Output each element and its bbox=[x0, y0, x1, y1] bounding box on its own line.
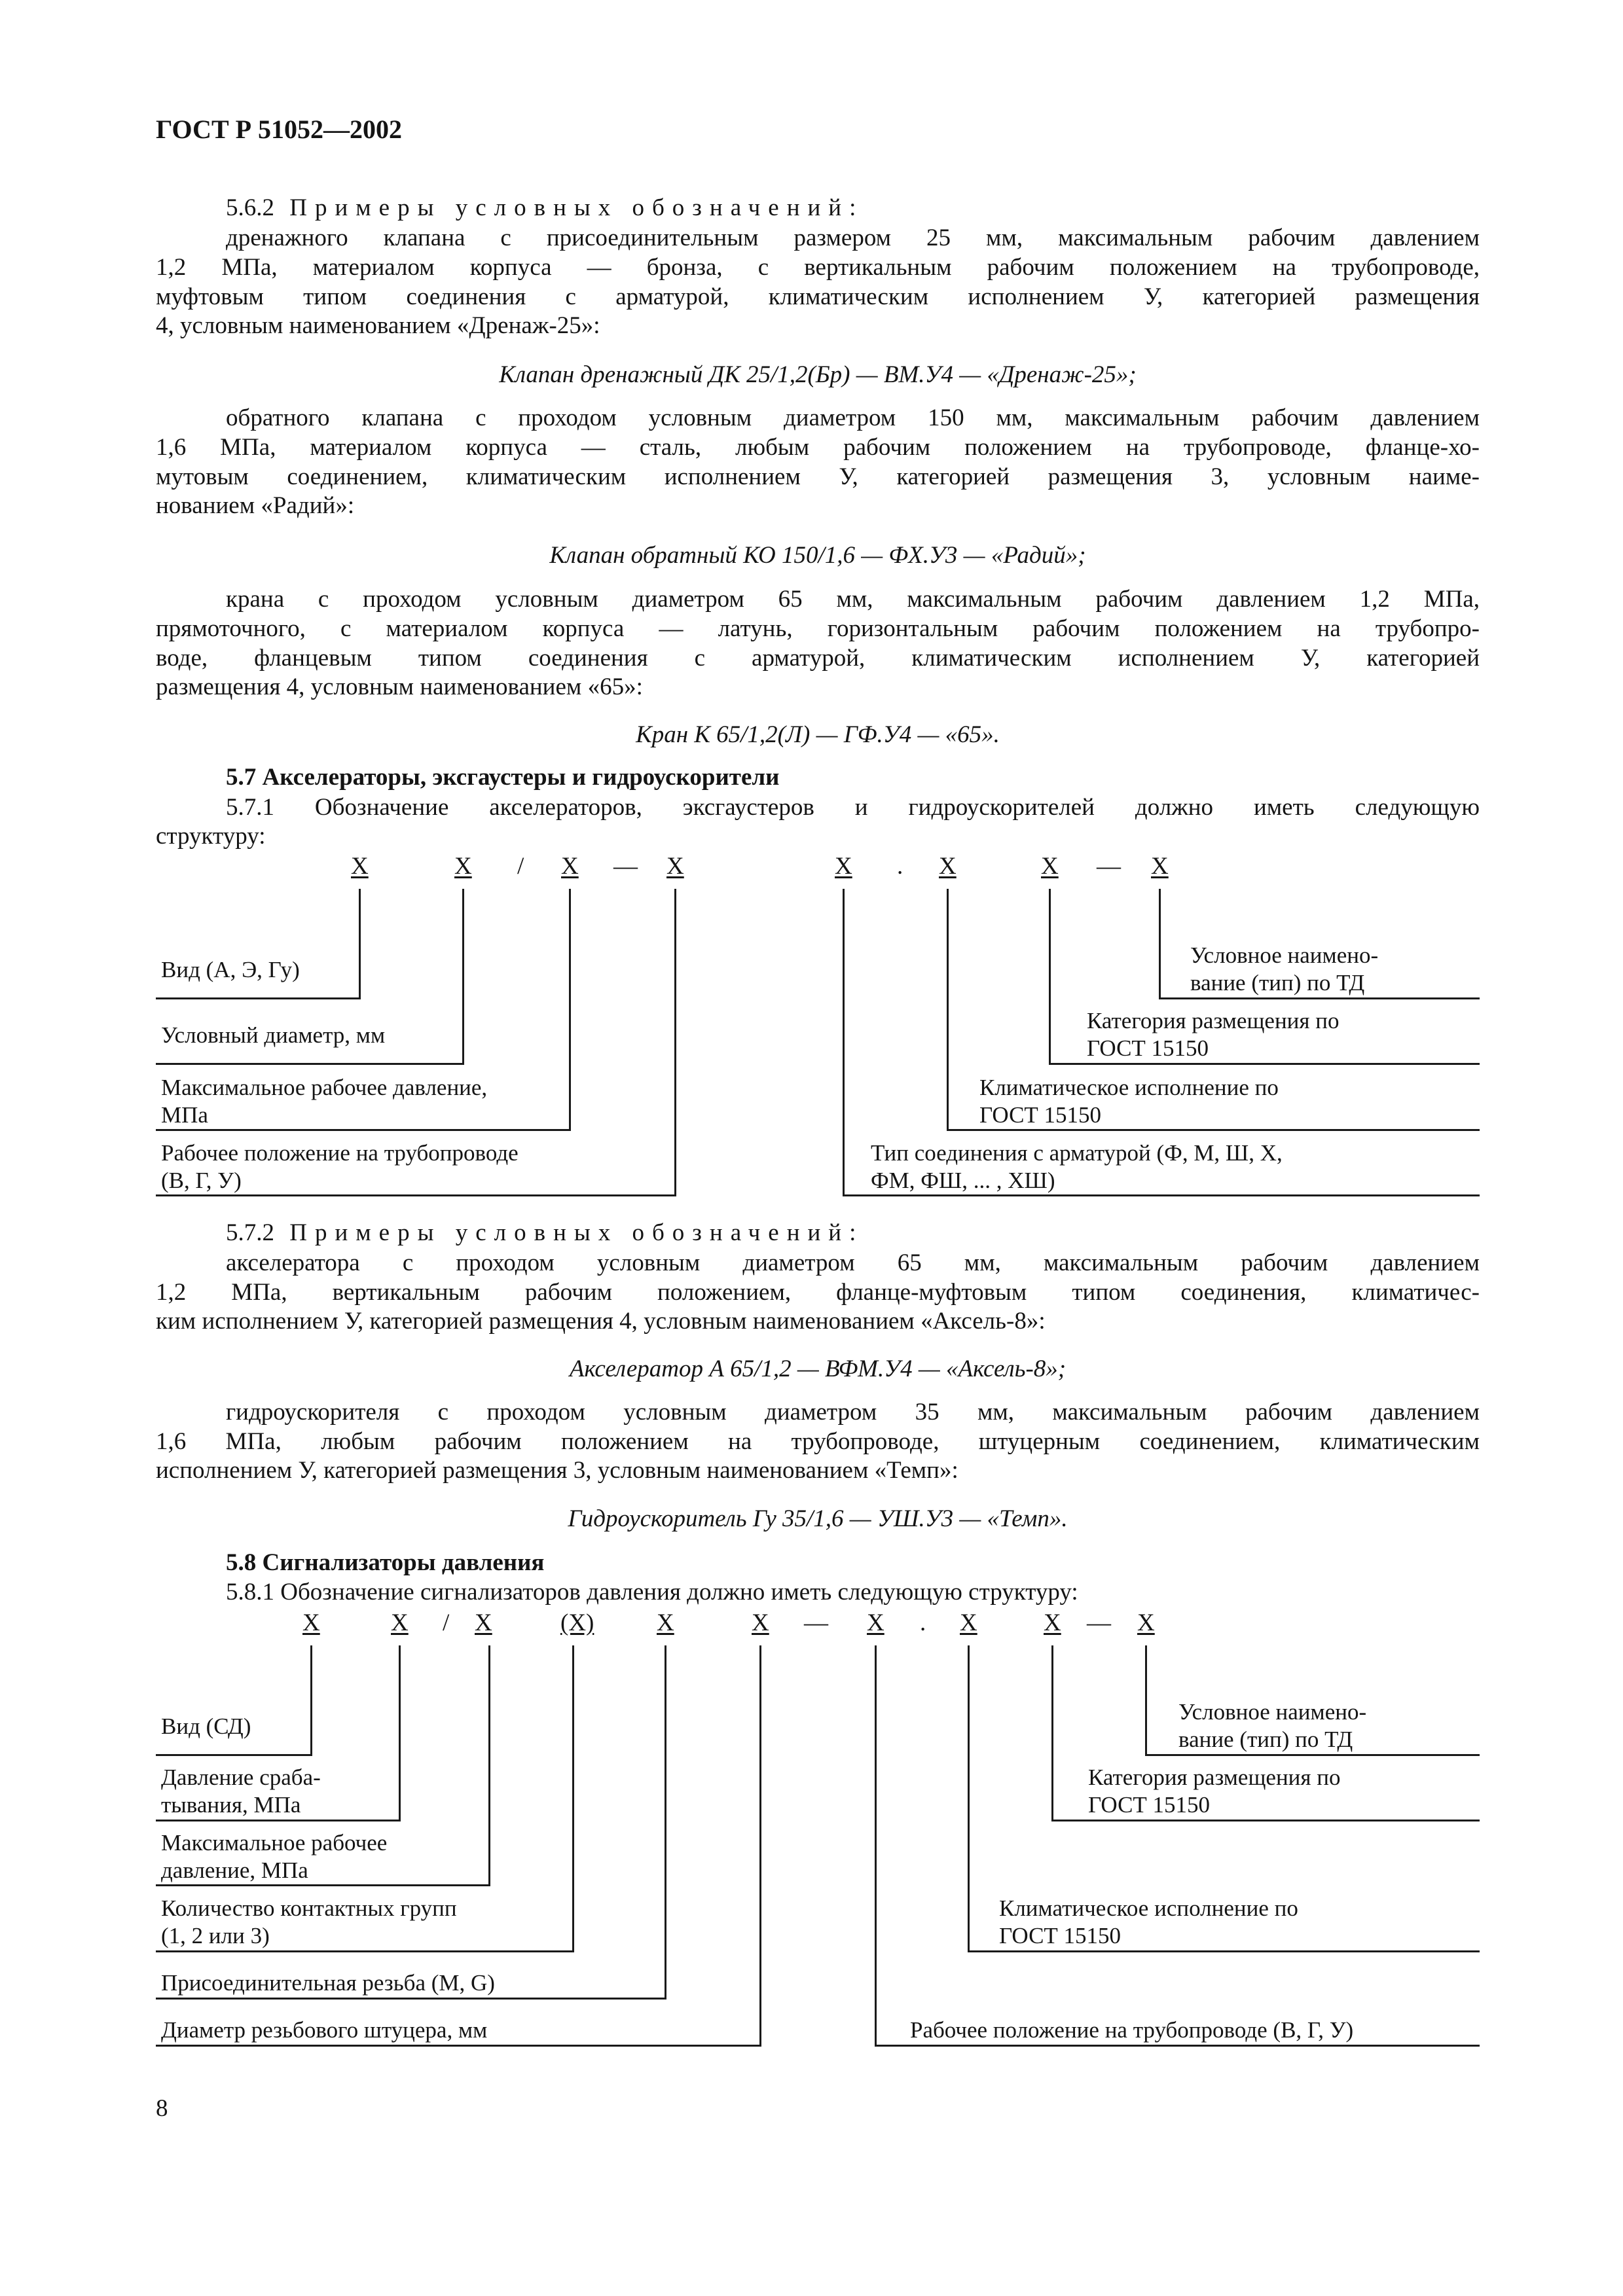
section-5-8-heading: 5.8 Сигнализаторы давления bbox=[226, 1549, 545, 1576]
paragraph-line: 1,2 МПа, вертикальным рабочим положением, фланце-муфтовым типом соединения, климатичес- bbox=[156, 1279, 1480, 1306]
paragraph-line: крана с проходом условным диаметром 65 мм, максимальным рабочим давлением 1,2 МПа, bbox=[226, 586, 1480, 613]
leader-line bbox=[968, 1950, 1480, 1952]
leader-line bbox=[1159, 997, 1480, 999]
diagram-symbol: (X) bbox=[560, 1609, 594, 1636]
diagram-label: Климатическое исполнение по bbox=[979, 1075, 1279, 1100]
paragraph-line: 4, условным наименованием «Дренаж-25»: bbox=[156, 312, 600, 339]
leader-line bbox=[156, 1129, 571, 1131]
section-title-spaced: Примеры условных обозначений: bbox=[289, 1219, 864, 1246]
leader-line bbox=[968, 1645, 970, 1951]
diagram-symbol: X bbox=[1151, 853, 1169, 880]
diagram-symbol: . bbox=[920, 1609, 926, 1636]
leader-line bbox=[156, 997, 361, 999]
page-number: 8 bbox=[156, 2095, 168, 2122]
diagram-label: Категория размещения по bbox=[1087, 1008, 1340, 1033]
diagram-label: вание (тип) по ТД bbox=[1178, 1727, 1353, 1752]
paragraph-line: мутовым соединением, климатическим исполнением У, категорией размещения 3, условным наиме- bbox=[156, 463, 1480, 490]
diagram-label: ГОСТ 15150 bbox=[979, 1102, 1102, 1128]
paragraph-line: гидроускорителя с проходом условным диаметром 35 мм, максимальным рабочим давлением bbox=[226, 1399, 1480, 1426]
leader-line bbox=[156, 1998, 666, 2000]
paragraph-line: обратного клапана с проходом условным диаметром 150 мм, максимальным рабочим давлением bbox=[226, 404, 1480, 431]
diagram-label: ГОСТ 15150 bbox=[999, 1923, 1122, 1948]
leader-line bbox=[399, 1645, 401, 1820]
section-5-7-2-title bbox=[226, 1219, 864, 1247]
diagram-label: ГОСТ 15150 bbox=[1087, 1035, 1209, 1061]
document-header-title: ГОСТ Р 51052—2002 bbox=[156, 115, 403, 144]
diagram-symbol: X bbox=[454, 853, 472, 880]
diagram-label: Вид (СД) bbox=[161, 1713, 251, 1739]
diagram-label: вание (тип) по ТД bbox=[1190, 970, 1365, 996]
leader-line bbox=[462, 889, 464, 1064]
diagram-symbol: X bbox=[960, 1609, 977, 1636]
leader-line bbox=[1145, 1754, 1480, 1756]
leader-line bbox=[359, 889, 361, 998]
diagram-label: Тип соединения с арматурой (Ф, М, Ш, Х, bbox=[871, 1140, 1283, 1166]
paragraph-line: 1,6 МПа, материалом корпуса — сталь, любым рабочим положением на трубопроводе, фланце-хо- bbox=[156, 434, 1480, 461]
paragraph-line: муфтовым типом соединения с арматурой, климатическим исполнением У, категорией размещения bbox=[156, 283, 1480, 310]
diagram-symbol: — bbox=[804, 1609, 828, 1636]
example-designation: Клапан обратный КО 150/1,6 — ФХ.У3 — «Радий»; bbox=[549, 542, 1086, 569]
diagram-label: (В, Г, У) bbox=[161, 1168, 242, 1193]
paragraph-line: 1,6 МПа, любым рабочим положением на трубопроводе, штуцерным соединением, климатическим bbox=[156, 1428, 1480, 1455]
paragraph-line: размещения 4, условным наименованием «65»: bbox=[156, 673, 643, 700]
diagram-label: Количество контактных групп bbox=[161, 1895, 457, 1921]
diagram-symbol: X bbox=[561, 853, 579, 880]
diagram-symbol: X bbox=[1137, 1609, 1155, 1636]
paragraph-line: прямоточного, с материалом корпуса — латунь, горизонтальным рабочим положением на трубопро- bbox=[156, 615, 1480, 642]
diagram-symbol: — bbox=[1097, 853, 1121, 880]
section-5-7-heading: 5.7 Акселераторы, эксгаустеры и гидроускорители bbox=[226, 764, 780, 791]
diagram-label: Рабочее положение на трубопроводе bbox=[161, 1140, 519, 1166]
leader-line bbox=[569, 889, 571, 1130]
diagram-symbol: X bbox=[351, 853, 369, 880]
diagram-label: Категория размещения по bbox=[1088, 1765, 1341, 1790]
paragraph-line: 5.7.1 Обозначение акселераторов, эксгаустеров и гидроускорителей должно иметь следующую bbox=[226, 794, 1480, 821]
diagram-label: Диаметр резьбового штуцера, мм bbox=[161, 2017, 488, 2043]
paragraph-line: структуру: bbox=[156, 823, 266, 850]
diagram-label: Условное наимено- bbox=[1190, 942, 1379, 968]
paragraph-line: дренажного клапана с присоединительным размером 25 мм, максимальным рабочим давлением bbox=[226, 224, 1480, 251]
diagram-label: давление, МПа bbox=[161, 1857, 308, 1883]
paragraph-line: 1,2 МПа, материалом корпуса — бронза, с вертикальным рабочим положением на трубопроводе, bbox=[156, 254, 1480, 281]
leader-line bbox=[1145, 1645, 1147, 1755]
leader-line bbox=[665, 1645, 666, 1998]
diagram-symbol: X bbox=[302, 1609, 320, 1636]
diagram-label: Давление сраба- bbox=[161, 1765, 321, 1790]
diagram-symbol: X bbox=[391, 1609, 409, 1636]
diagram-label: Условный диаметр, мм bbox=[161, 1022, 386, 1048]
leader-line bbox=[572, 1645, 574, 1951]
diagram-symbol: X bbox=[835, 853, 852, 880]
leader-line bbox=[156, 1820, 401, 1821]
paragraph-line: воде, фланцевым типом соединения с арматурой, климатическим исполнением У, категорией bbox=[156, 645, 1480, 672]
leader-line bbox=[875, 2045, 1480, 2047]
diagram-label: Максимальное рабочее bbox=[161, 1830, 388, 1856]
example-designation: Кран К 65/1,2(Л) — ГФ.У4 — «65». bbox=[636, 721, 1000, 748]
diagram-label: Климатическое исполнение по bbox=[999, 1895, 1298, 1921]
diagram-label: Присоединительная резьба (M, G) bbox=[161, 1970, 495, 1996]
section-number: 5.6.2 bbox=[226, 194, 274, 221]
leader-line bbox=[875, 1645, 877, 2045]
diagram-label: Максимальное рабочее давление, bbox=[161, 1075, 488, 1100]
diagram-symbol: X bbox=[752, 1609, 769, 1636]
diagram-symbol: X bbox=[657, 1609, 674, 1636]
example-designation: Клапан дренажный ДК 25/1,2(Бр) — ВМ.У4 — «Дренаж-25»; bbox=[499, 361, 1137, 388]
leader-line bbox=[947, 889, 949, 1130]
section-title-spaced: Примеры условных обозначений: bbox=[289, 194, 864, 221]
section-number: 5.7.2 bbox=[226, 1219, 274, 1246]
leader-line bbox=[759, 1645, 761, 2045]
leader-line bbox=[674, 889, 676, 1195]
diagram-symbol: — bbox=[613, 853, 638, 880]
diagram-symbol: / bbox=[517, 853, 524, 880]
diagram-symbol: . bbox=[897, 853, 903, 880]
leader-line bbox=[1051, 1645, 1053, 1820]
diagram-symbol: / bbox=[443, 1609, 450, 1636]
diagram-label: Вид (А, Э, Гу) bbox=[161, 957, 300, 982]
diagram-symbol: X bbox=[666, 853, 684, 880]
leader-line bbox=[1049, 889, 1051, 1064]
diagram-label: МПа bbox=[161, 1102, 208, 1128]
leader-line bbox=[1049, 1063, 1480, 1065]
section-5-6-2-title bbox=[226, 194, 864, 223]
leader-line bbox=[488, 1645, 490, 1885]
diagram-label: Условное наимено- bbox=[1178, 1699, 1367, 1725]
leader-line bbox=[156, 1754, 312, 1756]
leader-line bbox=[310, 1645, 312, 1755]
paragraph-line: нованием «Радий»: bbox=[156, 492, 355, 519]
paragraph-line: акселератора с проходом условным диаметром 65 мм, максимальным рабочим давлением bbox=[226, 1249, 1480, 1276]
diagram-label: ГОСТ 15150 bbox=[1088, 1792, 1211, 1818]
leader-line bbox=[1051, 1820, 1480, 1821]
diagram-symbol: — bbox=[1087, 1609, 1111, 1636]
leader-line bbox=[1159, 889, 1161, 998]
paragraph-line: исполнением У, категорией размещения 3, условным наименованием «Темп»: bbox=[156, 1457, 958, 1484]
diagram-symbol: X bbox=[1044, 1609, 1061, 1636]
diagram-label: тывания, МПа bbox=[161, 1792, 301, 1818]
diagram-symbol: X bbox=[475, 1609, 492, 1636]
example-designation: Гидроускоритель Гу 35/1,6 — УШ.У3 — «Темп». bbox=[568, 1505, 1068, 1532]
example-designation: Акселератор А 65/1,2 — ВФМ.У4 — «Аксель-8»; bbox=[569, 1355, 1067, 1382]
leader-line bbox=[843, 889, 845, 1195]
diagram-symbol: X bbox=[1041, 853, 1059, 880]
leader-line bbox=[156, 1063, 464, 1065]
diagram-symbol: X bbox=[939, 853, 957, 880]
diagram-label: ФМ, ФШ, ... , ХШ) bbox=[871, 1168, 1055, 1193]
leader-line bbox=[156, 1950, 574, 1952]
diagram-label: Рабочее положение на трубопроводе (В, Г, У) bbox=[910, 2017, 1354, 2043]
leader-line bbox=[156, 2045, 761, 2047]
paragraph-line: ким исполнением У, категорией размещения 4, условным наименованием «Аксель-8»: bbox=[156, 1308, 1046, 1335]
diagram-symbol: X bbox=[867, 1609, 884, 1636]
diagram-label: (1, 2 или 3) bbox=[161, 1923, 270, 1948]
paragraph-line: 5.8.1 Обозначение сигнализаторов давления должно иметь следующую структуру: bbox=[226, 1579, 1078, 1605]
